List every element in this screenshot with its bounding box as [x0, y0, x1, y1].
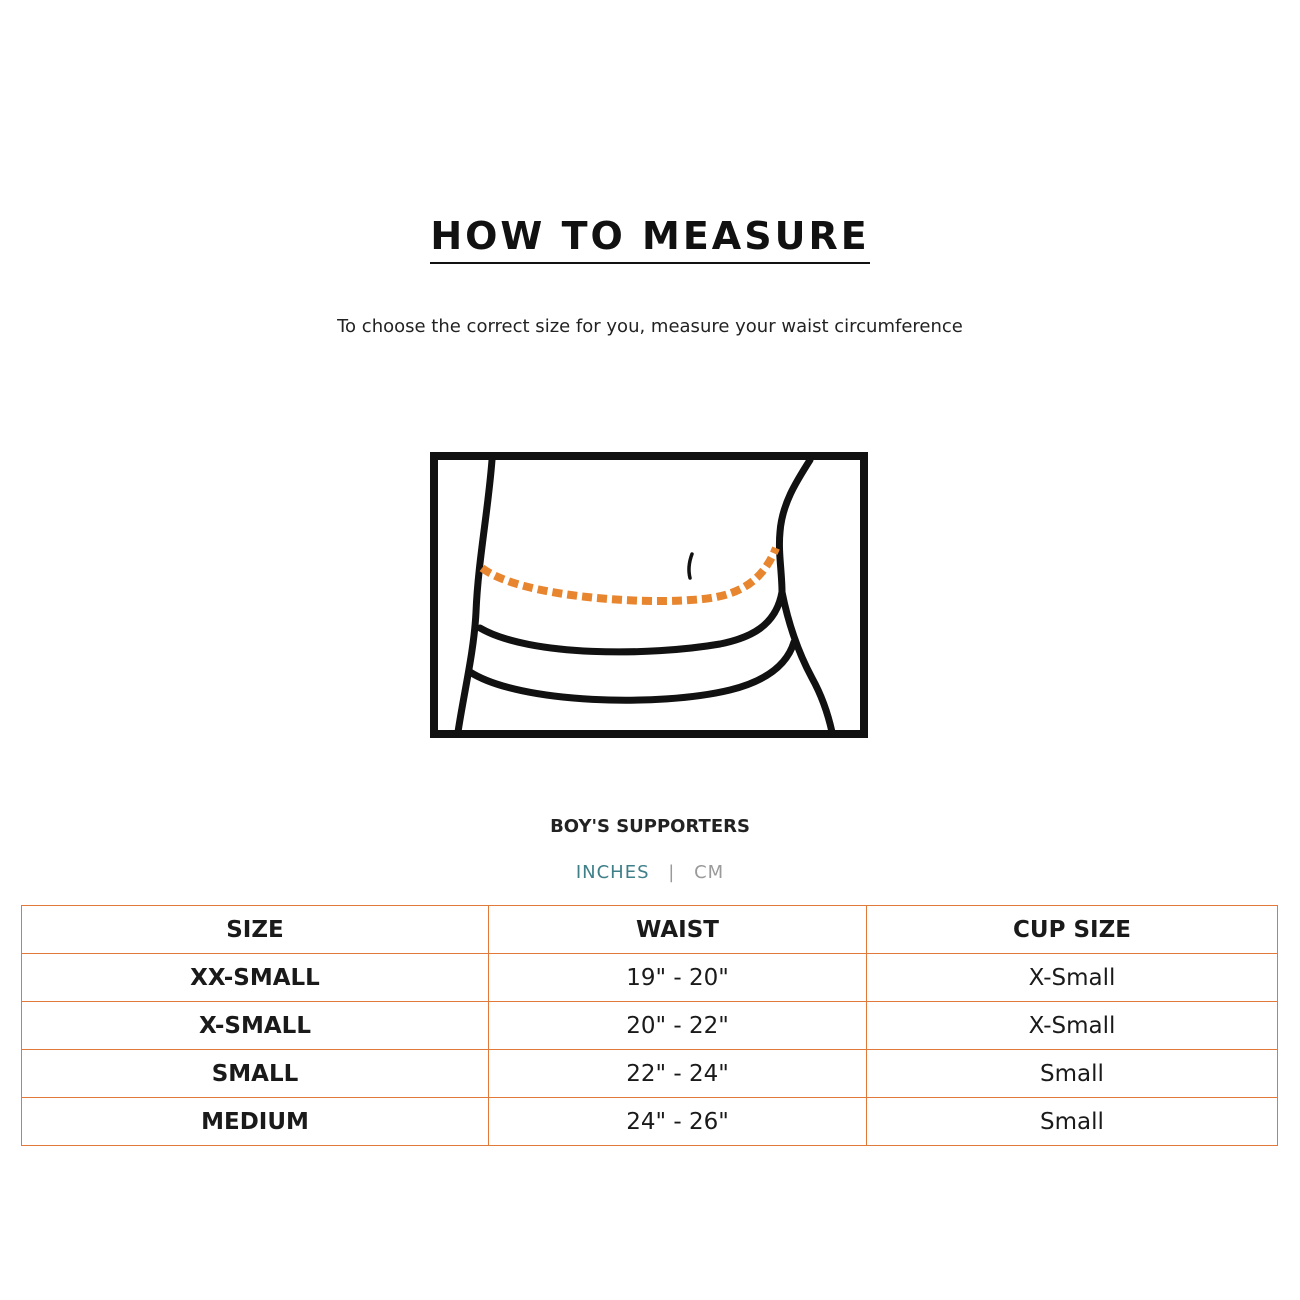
table-row [22, 1002, 1278, 1050]
waist-cell: 20" - 22" [489, 1002, 867, 1050]
header-cup-size: CUP SIZE [867, 906, 1278, 954]
table-header-row [22, 906, 1278, 954]
intro-text: To choose the correct size for you, measure your waist circumference [337, 316, 963, 337]
waist-cell: 22" - 24" [489, 1050, 867, 1098]
header-waist: WAIST [489, 906, 867, 954]
size-cell: XX-SMALL [22, 954, 489, 1002]
table-row [22, 1050, 1278, 1098]
waist-cell: 24" - 26" [489, 1098, 867, 1146]
size-cell: X-SMALL [22, 1002, 489, 1050]
table-row [22, 954, 1278, 1002]
illustration-frame [434, 456, 864, 734]
unit-toggle [0, 862, 1300, 883]
waist-measure-illustration [430, 452, 868, 738]
page-heading [0, 212, 1300, 264]
size-cell: SMALL [22, 1050, 489, 1098]
section-title: BOY'S SUPPORTERS [550, 816, 750, 837]
unit-cm-button[interactable]: CM [694, 862, 725, 883]
waist-cell: 19" - 20" [489, 954, 867, 1002]
size-table [21, 905, 1278, 1146]
unit-separator: | [668, 862, 676, 883]
header-size: SIZE [22, 906, 489, 954]
page-heading-text: HOW TO MEASURE [430, 212, 869, 264]
cup-size-cell: Small [867, 1050, 1278, 1098]
cup-size-cell: X-Small [867, 954, 1278, 1002]
unit-inches-button[interactable]: INCHES [575, 862, 650, 883]
table-row [22, 1098, 1278, 1146]
size-cell: MEDIUM [22, 1098, 489, 1146]
cup-size-cell: X-Small [867, 1002, 1278, 1050]
cup-size-cell: Small [867, 1098, 1278, 1146]
